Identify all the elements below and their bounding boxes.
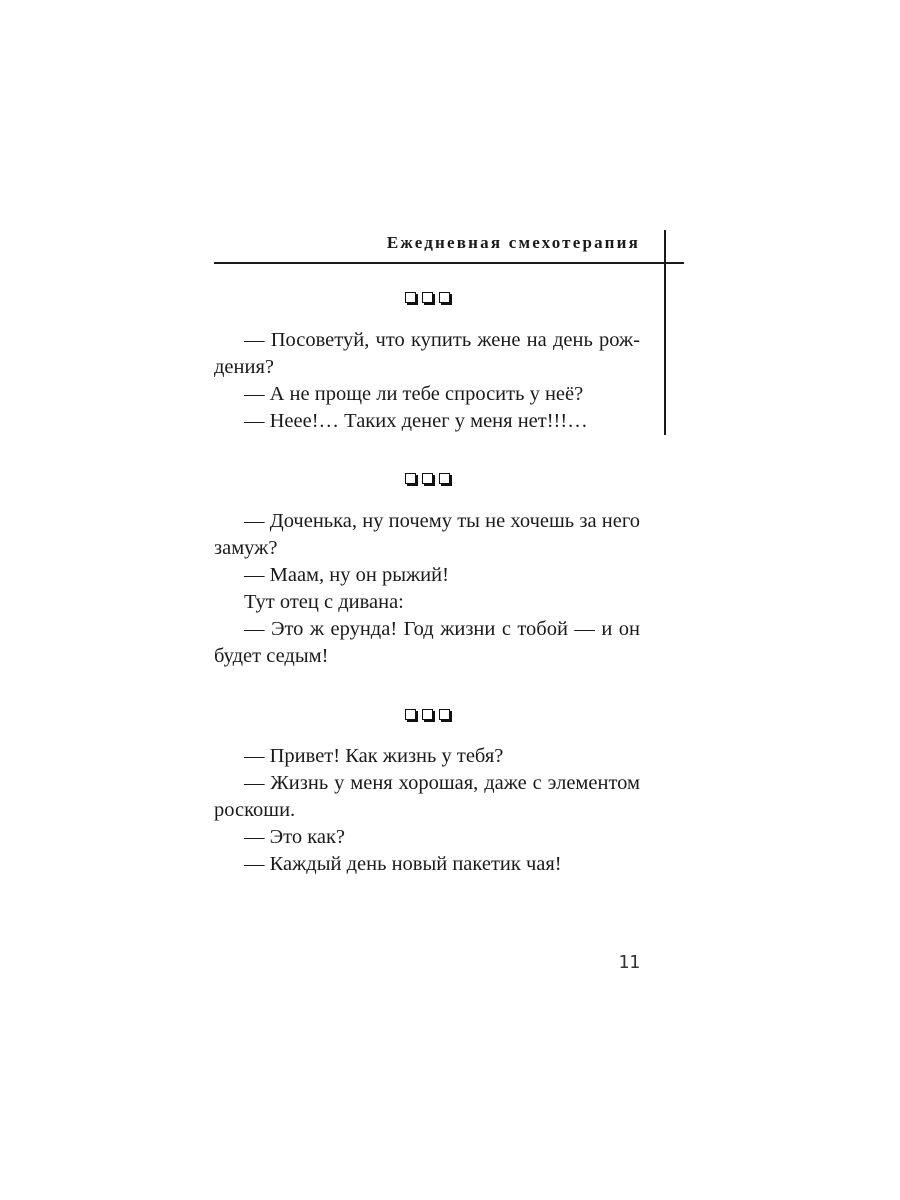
- joke-line: Тут отец с дивана:: [244, 591, 404, 613]
- square-icon: [422, 473, 433, 484]
- joke-line: — Привет! Как жизнь у тебя?: [244, 745, 504, 767]
- square-icon: [422, 709, 433, 720]
- separator-ornament-icon: [214, 292, 640, 303]
- joke-line: — Неее!… Таких денег у меня нет!!!…: [244, 410, 588, 432]
- joke-2: [214, 508, 640, 670]
- page-number: 11: [618, 952, 640, 973]
- joke-line: — Каждый день новый пакетик чая!: [244, 853, 562, 875]
- separator-ornament-icon: [214, 709, 640, 720]
- square-icon: [439, 292, 450, 303]
- joke-3: [214, 743, 640, 878]
- header-rule: [214, 262, 684, 264]
- square-icon: [439, 709, 450, 720]
- square-icon: [405, 709, 416, 720]
- square-icon: [422, 292, 433, 303]
- joke-line: — А не проще ли тебе спросить у неё?: [244, 383, 584, 405]
- joke-line: — Это как?: [244, 826, 346, 848]
- square-icon: [439, 473, 450, 484]
- joke-1: [214, 327, 640, 435]
- side-rule: [664, 230, 666, 435]
- joke-line: — Жизнь у меня хорошая, даже с элементом роскоши.: [214, 772, 640, 821]
- joke-line: — Посоветуй, что купить жене на день рождения?: [214, 329, 640, 378]
- separator-ornament-icon: [214, 473, 640, 484]
- square-icon: [405, 292, 416, 303]
- joke-line: — Доченька, ну почему ты не хочешь за него замуж?: [214, 510, 640, 559]
- joke-line: — Маам, ну он рыжий!: [244, 564, 449, 586]
- header-title: Ежедневная смехотерапия: [386, 233, 640, 252]
- joke-line: — Это ж ерунда! Год жизни с тобой — и он будет седым!: [214, 618, 640, 667]
- square-icon: [405, 473, 416, 484]
